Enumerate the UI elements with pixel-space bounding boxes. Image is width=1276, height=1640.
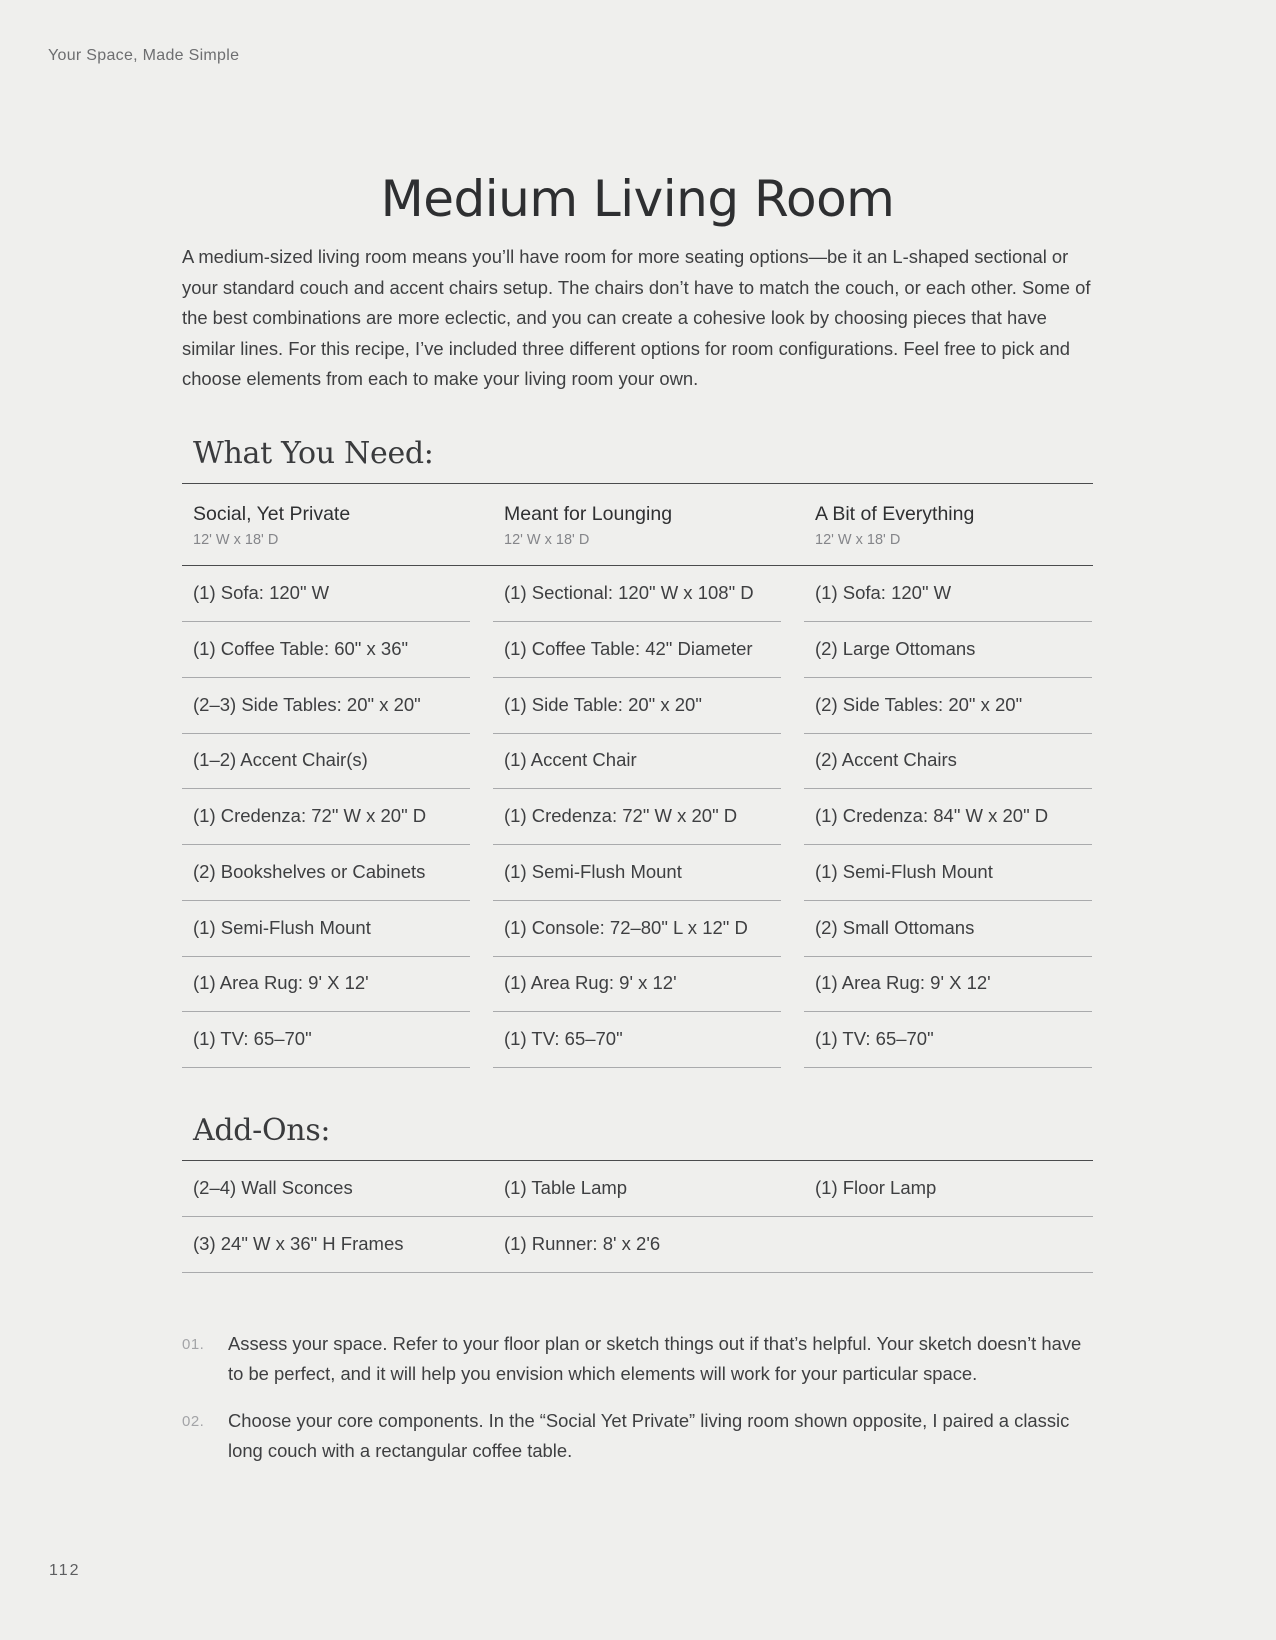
intro-paragraph: A medium-sized living room means you’ll have room for more seating options—be it an L-shaped sectional or your standard couch and accent chairs setup. The chairs don’t have to match the couch, or each other. Some of the best combinations are more eclectic, and you can create a cohesive look by choosing pieces that have similar lines. For this recipe, I’ve included three different options for room configurations. Feel free to pick and choose elements from each to make your living room your own. [182, 246, 1091, 389]
what-you-need-heading: What You Need: [193, 436, 434, 471]
column-title: Social, Yet Private [193, 503, 351, 525]
list-item: (1) Semi-Flush Mount [804, 845, 1092, 901]
addon-item: (1) Runner: 8' x 2'6 [504, 1233, 661, 1254]
step-text: Assess your space. Refer to your floor plan or sketch things out if that’s helpful. Your sketch doesn’t have to be perfect, and it will help you envision which elements will work for your particular space. [228, 1333, 1082, 1384]
column-header-1 [193, 503, 350, 548]
section-divider [182, 483, 1093, 484]
table-row [182, 1161, 1093, 1217]
list-item: (1) Sofa: 120" W [804, 566, 1092, 622]
page-number: 112 [49, 1562, 81, 1579]
column-title: Meant for Lounging [504, 503, 673, 525]
column-dimensions: 12' W x 18' D [504, 532, 590, 548]
list-item: (1) Semi-Flush Mount [493, 845, 781, 901]
list-item: (1) Coffee Table: 60" x 36" [182, 622, 470, 678]
list-item: (1) Credenza: 84" W x 20" D [804, 789, 1092, 845]
list-item: (1) TV: 65–70" [182, 1012, 470, 1068]
list-item: (1) TV: 65–70" [493, 1012, 781, 1068]
list-item: (1–2) Accent Chair(s) [182, 733, 470, 789]
list-item: (2) Side Tables: 20" x 20" [804, 678, 1092, 734]
list-item: (1) Area Rug: 9' X 12' [182, 956, 470, 1012]
list-item: (1) Credenza: 72" W x 20" D [182, 789, 470, 845]
page-title: Medium Living Room [380, 170, 895, 228]
list-item: (1) TV: 65–70" [804, 1012, 1092, 1068]
add-ons-heading: Add-Ons: [193, 1113, 331, 1148]
list-item: (1) Semi-Flush Mount [182, 901, 470, 957]
list-item: (1) Area Rug: 9' X 12' [804, 956, 1092, 1012]
list-item: (1) Sectional: 120" W x 108" D [493, 566, 781, 622]
list-item: (1) Side Table: 20" x 20" [493, 678, 781, 734]
addon-item: (1) Table Lamp [504, 1177, 628, 1198]
list-item: (2) Large Ottomans [804, 622, 1092, 678]
list-item: (2) Accent Chairs [804, 733, 1092, 789]
list-item: (1) Credenza: 72" W x 20" D [493, 789, 781, 845]
list-item: (2) Bookshelves or Cabinets [182, 845, 470, 901]
addon-item: (2–4) Wall Sconces [193, 1177, 353, 1198]
column-header-3 [815, 503, 974, 548]
addon-item: (1) Floor Lamp [815, 1177, 937, 1198]
column-title: A Bit of Everything [815, 503, 975, 525]
table-row [182, 1217, 1093, 1273]
list-item: (1) Area Rug: 9' x 12' [493, 956, 781, 1012]
list-item: (2) Small Ottomans [804, 901, 1092, 957]
list-item: (2–3) Side Tables: 20" x 20" [182, 678, 470, 734]
list-item: (1) Console: 72–80" L x 12" D [493, 901, 781, 957]
column-header-2 [504, 503, 672, 548]
step-text: Choose your core components. In the “Social Yet Private” living room shown opposite, I paired a classic long couch with a rectangular coffee table. [228, 1410, 1070, 1461]
column-dimensions: 12' W x 18' D [193, 532, 279, 548]
list-item: (1) Sofa: 120" W [182, 566, 470, 622]
running-head: Your Space, Made Simple [48, 47, 240, 64]
column-dimensions: 12' W x 18' D [815, 532, 901, 548]
step-number: 01. [182, 1336, 205, 1353]
list-item: (1) Coffee Table: 42" Diameter [493, 622, 781, 678]
step-number: 02. [182, 1413, 205, 1430]
list-item: (1) Accent Chair [493, 733, 781, 789]
addon-item: (3) 24" W x 36" H Frames [193, 1233, 404, 1254]
